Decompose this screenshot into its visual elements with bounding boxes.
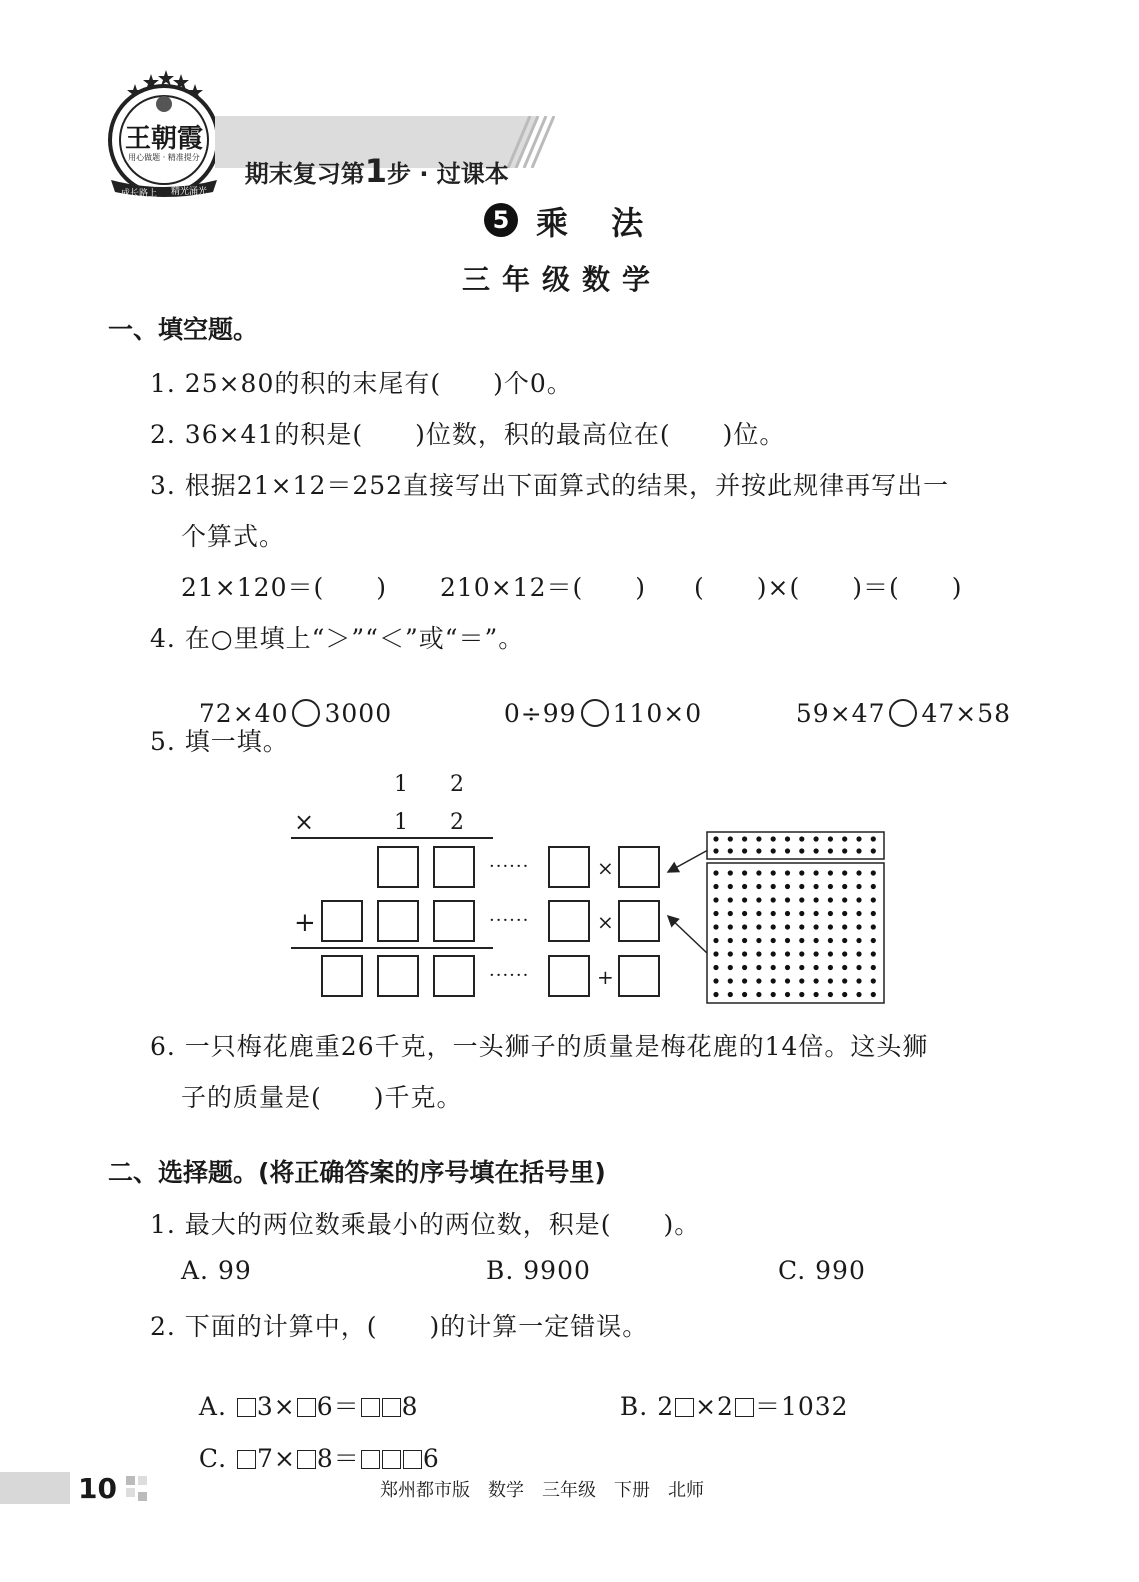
dot — [842, 836, 847, 841]
ellipsis: ······ — [489, 856, 530, 877]
dot — [856, 836, 861, 841]
dot — [871, 897, 876, 902]
dot — [842, 911, 847, 916]
dot — [871, 978, 876, 983]
dot — [842, 951, 847, 956]
blank-square — [675, 1398, 694, 1417]
dot — [856, 924, 861, 929]
dot — [828, 884, 833, 889]
dot — [785, 992, 790, 997]
dot — [785, 911, 790, 916]
dot — [856, 938, 861, 943]
dot — [799, 965, 804, 970]
q2-1-c: C. 990 — [778, 1256, 866, 1285]
answer-box[interactable] — [433, 955, 475, 997]
dot — [713, 938, 718, 943]
q2-2: 2. 下面的计算中，( )的计算一定错误。 — [150, 1312, 649, 1341]
dot — [871, 911, 876, 916]
dot — [785, 848, 790, 853]
dot — [871, 836, 876, 841]
expr-part: ＝1032 — [754, 1392, 849, 1421]
plus-sign: + — [294, 908, 316, 938]
rule-line-1 — [291, 837, 493, 839]
dot — [814, 992, 819, 997]
dot — [756, 836, 761, 841]
answer-box[interactable] — [548, 955, 590, 997]
dot — [742, 897, 747, 902]
dot — [785, 836, 790, 841]
dot — [785, 965, 790, 970]
answer-box[interactable] — [618, 955, 660, 997]
dot — [728, 951, 733, 956]
expr-part: 3× — [256, 1392, 296, 1421]
dot — [713, 884, 718, 889]
dot — [799, 924, 804, 929]
q1-4-b-right: 110×0 — [612, 699, 703, 728]
dot — [728, 938, 733, 943]
dot — [728, 992, 733, 997]
brand-logo — [103, 68, 225, 200]
dot — [842, 965, 847, 970]
dot — [771, 870, 776, 875]
q2-1: 1. 最大的两位数乘最小的两位数，积是( )。 — [150, 1210, 701, 1239]
dot — [713, 992, 718, 997]
dot — [785, 884, 790, 889]
dot — [742, 870, 747, 875]
footer-edition: 郑州都市版 数学 三年级 下册 北师 — [380, 1480, 704, 1501]
dot — [799, 836, 804, 841]
banner-title — [228, 124, 509, 190]
dot — [756, 992, 761, 997]
dot — [871, 992, 876, 997]
q1-4-c-right: 47×58 — [921, 699, 1012, 728]
footer-bar — [0, 1472, 70, 1504]
chapter-number-badge: 5 — [484, 203, 518, 237]
dot — [814, 951, 819, 956]
dot — [771, 992, 776, 997]
dot — [728, 978, 733, 983]
dot — [742, 836, 747, 841]
op-sign: + — [597, 965, 614, 989]
dot — [785, 924, 790, 929]
dot — [713, 924, 718, 929]
q2-2-b — [602, 1358, 849, 1423]
dot — [771, 924, 776, 929]
option-label: C. — [198, 1444, 228, 1473]
dot — [785, 897, 790, 902]
dot — [771, 848, 776, 853]
multiply-sign: × — [294, 808, 315, 836]
answer-box[interactable] — [433, 846, 475, 888]
answer-box[interactable] — [377, 900, 419, 942]
answer-box[interactable] — [433, 900, 475, 942]
dot — [828, 992, 833, 997]
q2-1-b: B. 9900 — [486, 1256, 591, 1285]
compare-circle[interactable] — [889, 699, 917, 727]
dot — [828, 836, 833, 841]
dot — [713, 965, 718, 970]
badge-ribbon-left: 成长路上 — [121, 189, 158, 199]
dot — [814, 965, 819, 970]
q1-3-line2: 个算式。 — [181, 522, 286, 551]
answer-box[interactable] — [548, 846, 590, 888]
dot — [856, 848, 861, 853]
q1-4-c-left: 59×47 — [795, 699, 886, 728]
dot — [713, 836, 718, 841]
dot — [771, 951, 776, 956]
dot — [856, 884, 861, 889]
dot — [814, 911, 819, 916]
dot — [742, 911, 747, 916]
q1-3-b: 210×12＝( ) — [440, 573, 646, 602]
banner-step-number: 1 — [364, 152, 387, 190]
dot — [756, 870, 761, 875]
dot — [842, 884, 847, 889]
dot — [871, 951, 876, 956]
dot — [814, 924, 819, 929]
dot — [842, 924, 847, 929]
dot — [871, 938, 876, 943]
dot — [742, 924, 747, 929]
dot — [771, 911, 776, 916]
dot — [713, 951, 718, 956]
dot — [728, 836, 733, 841]
q1-4-b-left: 0÷99 — [503, 699, 577, 728]
dot — [828, 924, 833, 929]
arrow-icon — [660, 838, 712, 958]
dot — [814, 897, 819, 902]
dot — [756, 897, 761, 902]
dot — [814, 884, 819, 889]
answer-box[interactable] — [377, 846, 419, 888]
dot — [756, 911, 761, 916]
dot — [742, 884, 747, 889]
dot — [728, 848, 733, 853]
answer-box[interactable] — [321, 955, 363, 997]
brand-name: 王朝霞 — [124, 124, 203, 154]
dot — [771, 897, 776, 902]
dot — [771, 978, 776, 983]
dot — [756, 938, 761, 943]
dot — [814, 836, 819, 841]
dot — [756, 978, 761, 983]
option-label: B. — [619, 1392, 649, 1421]
ellipsis: ······ — [489, 965, 530, 986]
chapter-title: 乘 法 — [536, 204, 660, 242]
dot — [871, 848, 876, 853]
dot — [828, 897, 833, 902]
dot — [828, 870, 833, 875]
dot — [713, 897, 718, 902]
q1-4-a-left: 72×40 — [198, 699, 289, 728]
dot — [871, 924, 876, 929]
dot — [799, 911, 804, 916]
blank-square — [361, 1450, 380, 1469]
dot — [814, 870, 819, 875]
dot — [856, 978, 861, 983]
answer-box[interactable] — [321, 900, 363, 942]
op-sign: × — [597, 910, 614, 934]
top-digit-1: 1 — [394, 772, 408, 797]
q1-4-a — [181, 670, 392, 728]
dot — [785, 951, 790, 956]
dot — [742, 848, 747, 853]
ellipsis: ······ — [489, 910, 530, 931]
dot — [742, 965, 747, 970]
banner-prefix: 期末复习第 — [244, 160, 365, 188]
dot — [756, 965, 761, 970]
dot — [728, 884, 733, 889]
expr-part: 6＝ — [316, 1392, 360, 1421]
dot — [842, 938, 847, 943]
expr-part: 7× — [257, 1444, 296, 1473]
dot — [756, 924, 761, 929]
dot — [799, 848, 804, 853]
option-label: A. — [198, 1392, 227, 1421]
q2-1-a: A. 99 — [181, 1256, 252, 1285]
second-digit-1: 1 — [394, 810, 408, 835]
subtitle: 三年级数学 — [462, 263, 663, 296]
dot — [799, 951, 804, 956]
blank-square — [382, 1450, 401, 1469]
q2-2-c — [181, 1410, 440, 1475]
dot — [828, 978, 833, 983]
dot — [856, 911, 861, 916]
dot — [856, 965, 861, 970]
dot — [713, 848, 718, 853]
dot — [785, 938, 790, 943]
dot — [771, 884, 776, 889]
blank-square — [297, 1450, 316, 1469]
dot — [728, 924, 733, 929]
dot — [799, 884, 804, 889]
badge-ribbon-right: 精光涌光 — [171, 187, 208, 197]
brand-slogan: 用心做题 · 精准提分 — [128, 153, 200, 162]
expr-part: 6 — [422, 1444, 440, 1473]
expr-part: ×2 — [695, 1392, 734, 1421]
dot — [771, 938, 776, 943]
dot — [856, 992, 861, 997]
dot — [728, 965, 733, 970]
dot — [856, 870, 861, 875]
blank-square — [735, 1398, 754, 1417]
dot — [842, 870, 847, 875]
dot — [728, 897, 733, 902]
dot — [756, 951, 761, 956]
dot — [842, 897, 847, 902]
page-number: 10 — [78, 1472, 117, 1505]
q1-6-line2: 子的质量是( )千克。 — [181, 1083, 463, 1112]
dot — [842, 992, 847, 997]
banner-suffix: 步 · 过课本 — [386, 160, 509, 188]
blank-square — [237, 1450, 256, 1469]
section2-heading: 二、选择题。(将正确答案的序号填在括号里) — [108, 1158, 606, 1187]
dot — [713, 911, 718, 916]
dot — [756, 848, 761, 853]
dot — [842, 848, 847, 853]
q1-6-line1: 6. 一只梅花鹿重26千克，一头狮子的质量是梅花鹿的14倍。这头狮 — [150, 1032, 929, 1061]
dot — [799, 992, 804, 997]
q1-4-a-right: 3000 — [324, 699, 393, 728]
dot — [828, 938, 833, 943]
dot — [856, 951, 861, 956]
dot — [728, 911, 733, 916]
dot — [856, 897, 861, 902]
dot — [742, 951, 747, 956]
dot — [742, 978, 747, 983]
expr-part: 8 — [401, 1392, 419, 1421]
q1-3-line1: 3. 根据21×12＝252直接写出下面算式的结果，并按此规律再写出一 — [150, 471, 950, 500]
dot — [828, 951, 833, 956]
dot — [756, 884, 761, 889]
compare-circle[interactable] — [292, 699, 320, 727]
q1-3-c: ( )×( )＝( ) — [694, 573, 963, 602]
answer-box[interactable] — [548, 900, 590, 942]
answer-box[interactable] — [618, 846, 660, 888]
op-sign: × — [597, 856, 614, 880]
second-digit-2: 2 — [450, 810, 464, 835]
dot — [742, 992, 747, 997]
dot — [742, 938, 747, 943]
dot — [785, 978, 790, 983]
dot — [713, 978, 718, 983]
blank-square — [403, 1450, 422, 1469]
q1-3-a: 21×120＝( ) — [181, 573, 387, 602]
dot — [771, 836, 776, 841]
dot — [828, 848, 833, 853]
dot-grid-icon — [706, 831, 886, 1005]
dot — [842, 978, 847, 983]
dot — [814, 978, 819, 983]
dot — [713, 870, 718, 875]
compare-circle[interactable] — [581, 699, 609, 727]
expr-part: 2 — [657, 1392, 675, 1421]
q1-1: 1. 25×80的积的末尾有( )个0。 — [150, 369, 573, 398]
dot — [799, 870, 804, 875]
dot — [799, 978, 804, 983]
q1-4-b — [486, 670, 702, 728]
dot — [814, 848, 819, 853]
dot — [799, 938, 804, 943]
dot — [871, 884, 876, 889]
q1-5: 5. 填一填。 — [150, 727, 289, 756]
dot — [871, 870, 876, 875]
dot — [871, 965, 876, 970]
q1-4-c — [778, 670, 1011, 728]
dot — [728, 870, 733, 875]
dot — [828, 911, 833, 916]
dot — [814, 938, 819, 943]
section1-heading: 一、填空题。 — [108, 315, 259, 344]
expr-part: 8＝ — [316, 1444, 360, 1473]
q1-2: 2. 36×41的积是( )位数，积的最高位在( )位。 — [150, 420, 786, 449]
dot — [785, 870, 790, 875]
dot — [799, 897, 804, 902]
answer-box[interactable] — [618, 900, 660, 942]
footer-squares-icon — [124, 1474, 150, 1504]
q1-4: 4. 在○里填上“＞”“＜”或“＝”。 — [150, 624, 525, 653]
top-digit-2: 2 — [450, 772, 464, 797]
answer-box[interactable] — [377, 955, 419, 997]
rule-line-2 — [291, 947, 493, 949]
dot — [828, 965, 833, 970]
dot — [771, 965, 776, 970]
